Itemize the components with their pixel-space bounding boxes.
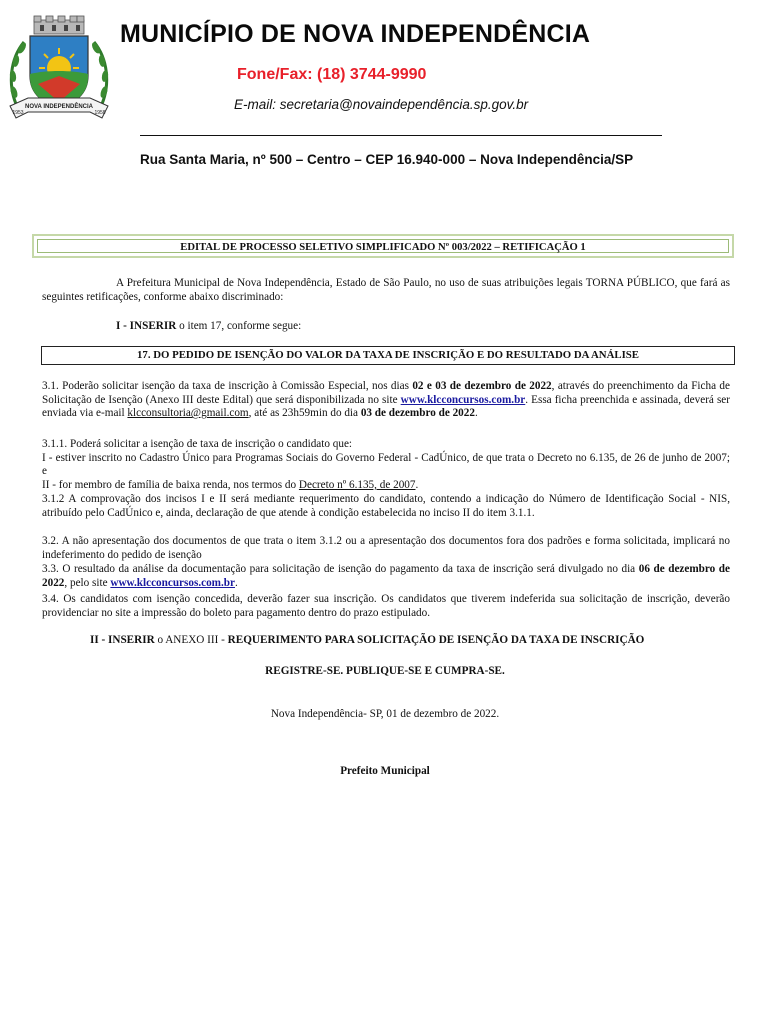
item-3-1-text-e: . [474, 407, 478, 420]
inserir-2-label: II - INSERIR [90, 634, 155, 646]
inserir-item-1 [116, 320, 301, 334]
phone-fax: Fone/Fax: (18) 3744-9990 [237, 66, 427, 83]
item-3-3-text-b: , pelo site [64, 576, 111, 589]
header-divider [140, 135, 662, 136]
edital-title-box [32, 234, 734, 258]
address-line: Rua Santa Maria, nº 500 – Centro – CEP 16.940-000 – Nova Independência/SP [140, 152, 634, 167]
item-3-3 [42, 563, 730, 590]
section-17-title: 17. DO PEDIDO DE ISENÇÃO DO VALOR DA TAXA DE INSCRIÇÃO E DO RESULTADO DA ANÁLISE [41, 346, 735, 365]
item-3-1-text-a: 3.1. Poderão solicitar isenção da taxa de inscrição à Comissão Especial, nos dias [42, 380, 413, 392]
item-3-1-1-intro: 3.1.1. Poderá solicitar a isenção de taxa de inscrição o candidato que: [42, 438, 353, 450]
item-3-1-1-inciso-i: I - estiver inscrito no Cadastro Único para Programas Sociais do Governo Federal - CadÚnico, de que trata o Decreto no 6.135, de 26 de junho de 2007; e [42, 451, 730, 478]
item-3-1-1-inciso-ii [42, 479, 730, 493]
inciso-ii-text: II - for membro de família de baixa renda, nos termos do [42, 479, 299, 491]
registre-line: REGISTRE-SE. PUBLIQUE-SE E CUMPRA-SE. [265, 665, 505, 677]
inciso-ii-end: . [415, 479, 419, 491]
item-3-1-text-b: , através do preenchimento da Ficha de Solicitação de Isenção (Anexo III deste Edital) que será disponibilizada no site [42, 380, 730, 406]
item-3-1 [42, 380, 730, 421]
inserir-2-mid: o ANEXO III - [154, 634, 228, 646]
item-3-1-text-c: . Essa ficha preenchida e assinada, deverá ser enviada via e-mail [42, 393, 730, 420]
municipal-crest-logo [6, 14, 112, 120]
item-3-1-2: 3.1.2 A comprovação dos incisos I e II será mediante requerimento do candidato, contendo a indicação do Número de Identificação Social - NIS, atribuído pelo CadÚnico e, ainda, declaração de que atende à condição estabelecida no inciso II do item 3.1.1. [42, 493, 730, 519]
klc-email-link[interactable]: klcconsultoria@gmail.com [127, 407, 249, 420]
item-3-1-deadline: 03 de dezembro de 2022 [360, 407, 475, 420]
email-line: E-mail: secretaria@novaindependência.sp.gov.br [234, 97, 529, 112]
item-3-3-date: 06 de dezembro de 2022 [42, 563, 730, 589]
klc-site-link-2[interactable]: www.klcconcursos.com.br [110, 576, 235, 589]
item-3-2: 3.2. A não apresentação dos documentos de que trata o item 3.1.2 ou a apresentação dos documentos fora dos padrões e forma solicitada, implicará no indeferimento do pedido de isenção [42, 535, 730, 561]
item-3-1-1 [42, 438, 730, 479]
crest-right-year: 1958 [94, 110, 106, 116]
signature-title: Prefeito Municipal [340, 765, 430, 777]
intro-text: A Prefeitura Municipal de Nova Independência, Estado de São Paulo, no uso de suas atribuições legais TORNA PÚBLICO, que fará as seguintes retificações, conforme abaixo discriminado: [42, 277, 730, 303]
intro-paragraph [42, 277, 730, 304]
crest-banner-text: NOVA INDEPENDÊNCIA [24, 104, 94, 110]
inserir-1-label: I - INSERIR [116, 320, 177, 332]
item-3-3-text-c: . [234, 576, 238, 589]
item-3-4: 3.4. Os candidatos com isenção concedida, deverão fazer sua inscrição. Os candidatos que tiverem indeferida sua solicitação de inscrição, deverão providenciar no site a impressão do boleto para pagamento dentro do prazo estipulado. [42, 593, 730, 619]
municipality-title: MUNICÍPIO DE NOVA INDEPENDÊNCIA [120, 20, 591, 48]
inserir-1-text: o item 17, conforme segue: [176, 320, 302, 332]
place-date: Nova Independência- SP, 01 de dezembro de 2022. [270, 708, 500, 720]
decree-link[interactable]: Decreto nº 6.135, de 2007 [298, 479, 416, 491]
inserir-2-title: REQUERIMENTO PARA SOLICITAÇÃO DE ISENÇÃO DA TAXA DE INSCRIÇÃO [227, 634, 645, 646]
klc-site-link[interactable]: www.klcconcursos.com.br [400, 393, 526, 406]
item-3-1-text-d: , até as 23h59min do dia [248, 407, 361, 420]
crest-left-year: 1953 [12, 110, 24, 116]
item-3-1-dates: 02 e 03 de dezembro de 2022 [412, 380, 552, 392]
item-3-3-text-a: 3.3. O resultado da análise da documentação para solicitação de isenção do pagamento da taxa de inscrição será divulgado no dia [42, 563, 639, 575]
inserir-item-2 [90, 634, 644, 648]
edital-title: EDITAL DE PROCESSO SELETIVO SIMPLIFICADO Nº 003/2022 – RETIFICAÇÃO 1 [37, 239, 729, 253]
